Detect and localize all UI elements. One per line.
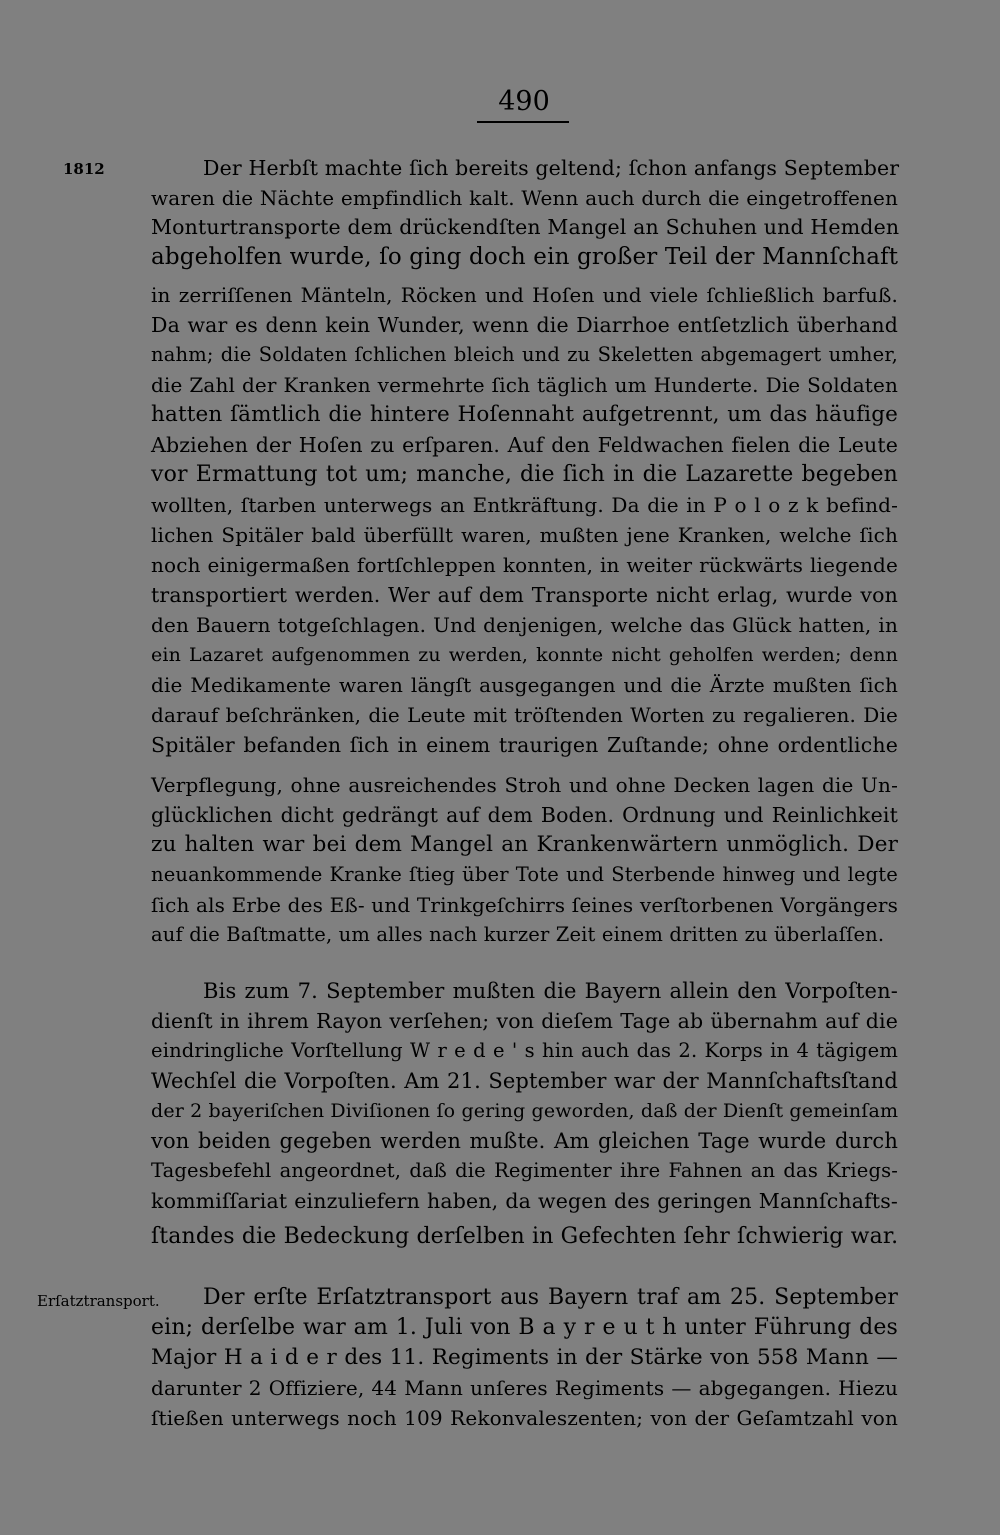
text-line: Major H a i d e r des 11. Regiments in der Stärke von 558 Mann — xyxy=(151,1345,898,1370)
text-line: vor Ermattung tot um; manche, die ſich in die Lazarette begeben xyxy=(151,462,898,487)
text-line: ſich als Erbe des Eß- und Trinkgeſchirrs ſeines verſtorbenen Vorgängers xyxy=(151,893,898,917)
text-line: Spitäler befanden ſich in einem traurigen Zuſtande; ohne ordentliche xyxy=(151,733,898,757)
text-line: die Zahl der Kranken vermehrte ſich täglich um Hunderte. Die Soldaten xyxy=(151,373,898,397)
margin-note-ersatztransport: Erſatztransport. xyxy=(37,1292,160,1310)
text-line: den Bauern totgeſchlagen. Und denjenigen, welche das Glück hatten, in xyxy=(151,613,898,637)
text-line: Der erſte Erſatztransport aus Bayern traf am 25. September xyxy=(203,1285,898,1310)
text-line: abgeholfen wurde, ſo ging doch ein großer Teil der Mannſchaft xyxy=(151,244,899,270)
text-line: ſtießen unterwegs noch 109 Rekonvaleszenten; von der Geſamtzahl von xyxy=(151,1406,898,1430)
text-line: dienſt in ihrem Rayon verſehen; von dieſem Tage ab übernahm auf die xyxy=(151,1009,898,1033)
page-number-rule xyxy=(477,121,569,123)
text-line: darunter 2 Offiziere, 44 Mann unſeres Regiments — abgegangen. Hiezu xyxy=(151,1376,898,1400)
text-line: von beiden gegeben werden mußte. Am gleichen Tage wurde durch xyxy=(151,1129,898,1153)
text-line: Abziehen der Hoſen zu erſparen. Auf den Feldwachen fielen die Leute xyxy=(151,433,898,457)
text-line: waren die Nächte empfindlich kalt. Wenn auch durch die eingetroffenen xyxy=(151,186,898,210)
text-line: eindringliche Vorſtellung W r e d e ' s hin auch das 2. Korps in 4 tägigem xyxy=(151,1039,898,1062)
text-line: Der Herbſt machte ſich bereits geltend; ſchon anfangs September xyxy=(203,156,900,180)
text-line: nahm; die Soldaten ſchlichen bleich und zu Skeletten abgemagert umher, xyxy=(151,343,898,366)
text-line: Bis zum 7. September mußten die Bayern allein den Vorpoſten- xyxy=(203,979,898,1003)
text-line: Monturtransporte dem drückendſten Mangel an Schuhen und Hemden xyxy=(151,215,900,239)
text-line: die Medikamente waren längſt ausgegangen und die Ärzte mußten ſich xyxy=(151,673,898,697)
text-line: zu halten war bei dem Mangel an Krankenwärtern unmöglich. Der xyxy=(151,832,898,857)
text-line: neuankommende Kranke ſtieg über Tote und Sterbende hinweg und legte xyxy=(151,863,898,886)
margin-note-year: 1812 xyxy=(63,160,105,178)
text-line: lichen Spitäler bald überfüllt waren, mußten jene Kranken, welche ſich xyxy=(151,523,898,547)
text-line: der 2 bayeriſchen Diviſionen ſo gering geworden, daß der Dienſt gemeinſam xyxy=(151,1100,899,1122)
text-line: Da war es denn kein Wunder, wenn die Diarrhoe entſetzlich überhand xyxy=(151,313,898,337)
text-line: noch einigermaßen fortſchleppen konnten, in weiter rückwärts liegende xyxy=(151,553,898,577)
text-line: auf die Baſtmatte, um alles nach kurzer Zeit einem dritten zu überlaſſen. xyxy=(151,923,885,946)
text-line: darauf beſchränken, die Leute mit tröſtenden Worten zu regalieren. Die xyxy=(151,703,898,727)
text-line: wollten, ſtarben unterwegs an Entkräftung. Da die in P o l o z k befind- xyxy=(151,493,898,517)
text-line: Tagesbefehl angeordnet, daß die Regimenter ihre Fahnen an das Kriegs- xyxy=(151,1159,898,1182)
text-line: in zerriſſenen Mänteln, Röcken und Hoſen und viele ſchließlich barfuß. xyxy=(151,283,898,307)
text-line: Wechſel die Vorpoſten. Am 21. September war der Mannſchaftsſtand xyxy=(151,1069,898,1093)
text-line: hatten ſämtlich die hintere Hoſennaht aufgetrennt, um das häufige xyxy=(151,402,898,427)
text-line: glücklichen dicht gedrängt auf dem Boden. Ordnung und Reinlichkeit xyxy=(151,803,898,827)
text-line: Verpflegung, ohne ausreichendes Stroh und ohne Decken lagen die Un- xyxy=(151,773,898,797)
text-line: kommiſſariat einzuliefern haben, da wegen des geringen Mannſchafts- xyxy=(151,1189,898,1213)
text-line: ſtandes die Bedeckung derſelben in Gefechten ſehr ſchwierig war. xyxy=(151,1224,899,1249)
text-line: transportiert werden. Wer auf dem Transporte nicht erlag, wurde von xyxy=(151,583,898,607)
text-line: ein Lazaret aufgenommen zu werden, konnte nicht geholfen werden; denn xyxy=(151,644,898,666)
page-number: 490 xyxy=(498,86,550,117)
text-line: ein; derſelbe war am 1. Juli von B a y r e u t h unter Führung des xyxy=(151,1315,898,1340)
